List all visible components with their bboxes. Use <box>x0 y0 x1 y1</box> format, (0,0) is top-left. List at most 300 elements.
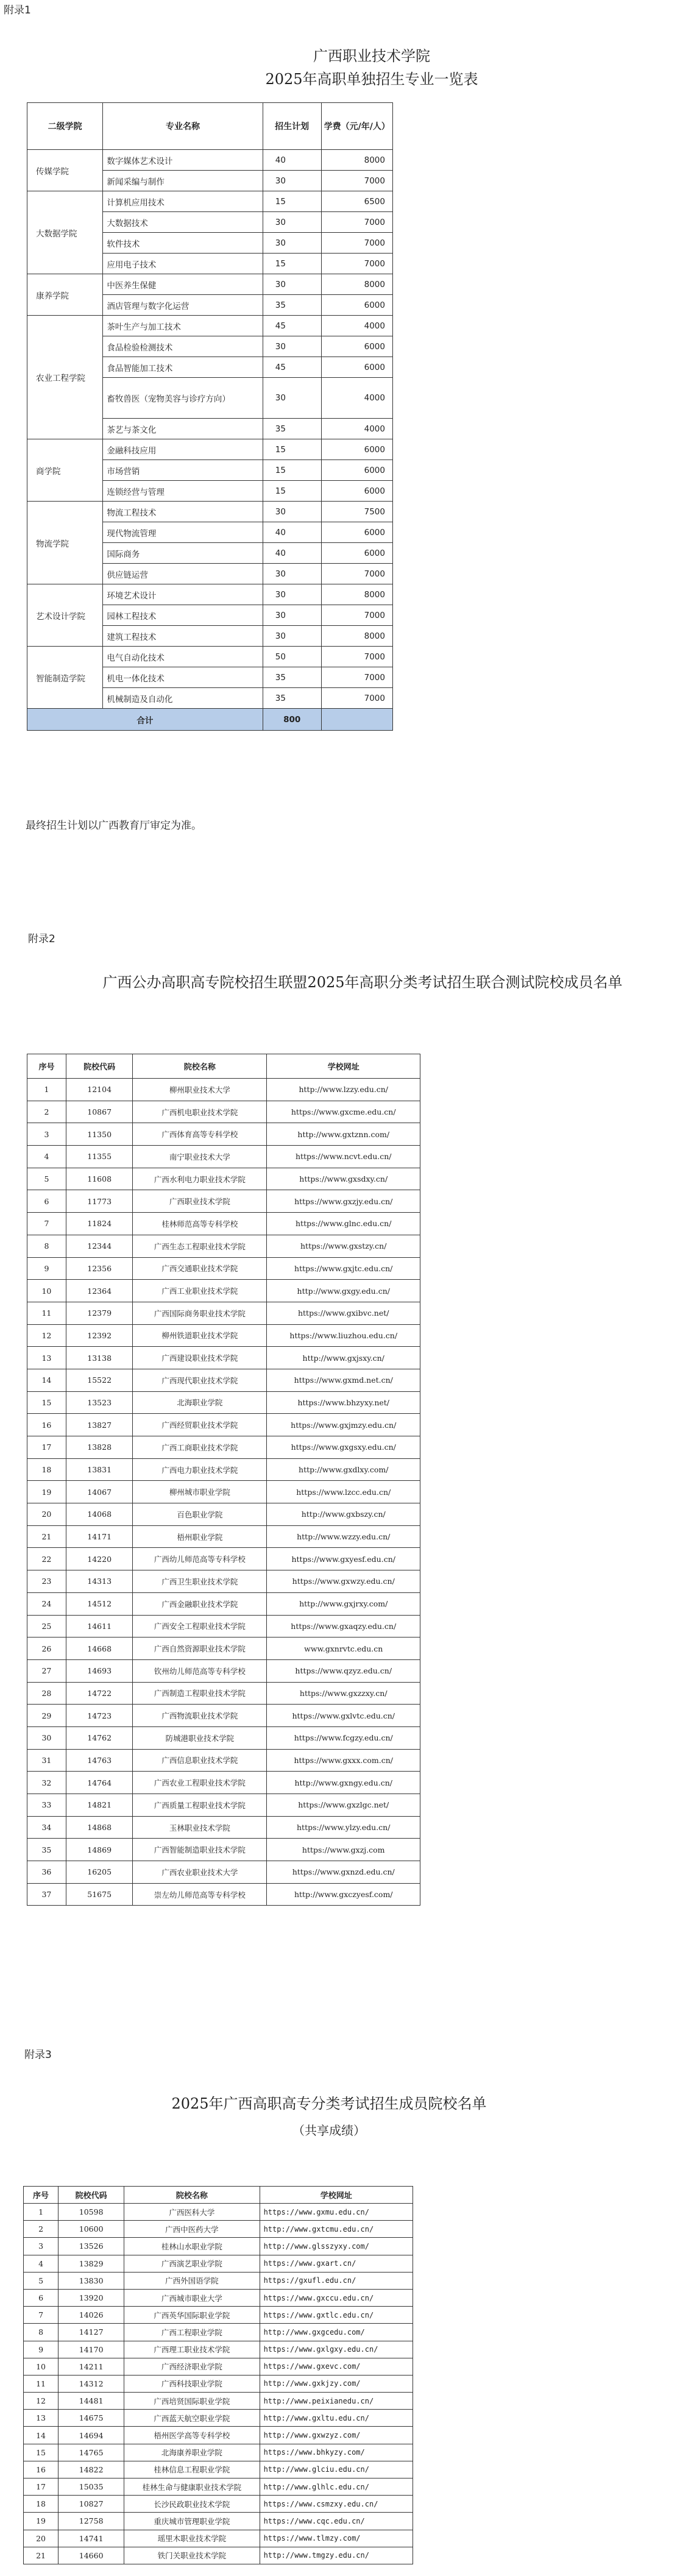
url-cell[interactable]: https://www.bhkyzy.com/ <box>260 2444 413 2461</box>
header-no: 序号 <box>24 2187 58 2204</box>
url-cell[interactable]: http://www.gxjrxy.com/ <box>267 1592 420 1615</box>
major-cell: 机电一体化技术 <box>103 667 263 688</box>
url-cell[interactable]: https://www.gxibvc.net/ <box>267 1302 420 1324</box>
plan-cell: 30 <box>263 564 321 584</box>
url-cell[interactable]: https://www.gxmu.edu.cn/ <box>260 2204 413 2221</box>
name-cell: 广西医科大学 <box>124 2204 260 2221</box>
fee-cell: 7000 <box>321 605 392 626</box>
college-cell: 农业工程学院 <box>27 316 103 439</box>
url-cell[interactable]: http://www.gxgy.edu.cn/ <box>267 1280 420 1302</box>
url-cell[interactable]: https://www.cqc.edu.cn/ <box>260 2513 413 2530</box>
table-row <box>27 1168 420 1190</box>
code-cell: 14068 <box>66 1503 133 1526</box>
url-cell[interactable]: https://www.gxyesf.edu.cn/ <box>267 1548 420 1570</box>
fee-cell: 6000 <box>321 439 392 460</box>
url-cell[interactable]: https://www.fcgzy.edu.cn/ <box>267 1726 420 1749</box>
major-cell: 茶叶生产与加工技术 <box>103 316 263 336</box>
url-cell[interactable]: http://www.gxngy.edu.cn/ <box>267 1772 420 1794</box>
plan-cell: 30 <box>263 171 321 191</box>
table-row <box>24 2547 413 2564</box>
name-cell: 广西建设职业技术学院 <box>133 1347 267 1369</box>
name-cell: 广西理工职业技术学院 <box>124 2341 260 2358</box>
url-cell[interactable]: https://www.lzcc.edu.cn/ <box>267 1481 420 1503</box>
name-cell: 广西工商职业技术学院 <box>133 1436 267 1459</box>
header-no: 序号 <box>27 1054 66 1079</box>
name-cell: 广西自然资源职业技术学院 <box>133 1637 267 1660</box>
table-row <box>27 1592 420 1615</box>
url-cell[interactable]: http://www.gxtcmu.edu.cn/ <box>260 2221 413 2238</box>
name-cell: 广西生态工程职业技术学院 <box>133 1235 267 1257</box>
code-cell: 14660 <box>58 2547 124 2564</box>
table-row <box>27 1257 420 1280</box>
code-cell: 13831 <box>66 1458 133 1481</box>
index-cell: 2 <box>24 2221 58 2238</box>
table-row <box>27 1458 420 1481</box>
code-cell: 14211 <box>58 2358 124 2375</box>
table-row <box>24 2478 413 2496</box>
majors-table-header <box>27 103 393 150</box>
plan-cell: 40 <box>263 150 321 171</box>
appendix-3-title: 2025年广西高职高专分类考试招生成员院校名单 <box>171 2095 487 2112</box>
shared-table-header <box>24 2187 413 2204</box>
fee-cell: 6000 <box>321 543 392 564</box>
url-cell[interactable]: https://gxufl.edu.cn/ <box>260 2272 413 2289</box>
name-cell: 广西交通职业技术学院 <box>133 1257 267 1280</box>
index-cell: 29 <box>27 1705 66 1727</box>
major-cell: 数字媒体艺术设计 <box>103 150 263 171</box>
header-url: 学校网址 <box>267 1054 420 1079</box>
index-cell: 26 <box>27 1637 66 1660</box>
url-cell[interactable]: https://www.gxnzd.edu.cn/ <box>267 1861 420 1884</box>
code-cell: 14722 <box>66 1682 133 1705</box>
major-cell: 机械制造及自动化 <box>103 688 263 709</box>
code-cell: 14694 <box>58 2427 124 2444</box>
index-cell: 12 <box>24 2393 58 2410</box>
name-cell: 广西科技职业学院 <box>124 2375 260 2392</box>
url-cell[interactable]: https://www.csmzxy.edu.cn/ <box>260 2496 413 2513</box>
table-row <box>24 2289 413 2306</box>
code-cell: 14611 <box>66 1615 133 1637</box>
table-row <box>24 2444 413 2461</box>
appendix-1-note: 最终招生计划以广西教育厅审定为准。 <box>26 820 202 832</box>
table-row <box>27 1213 420 1235</box>
code-cell: 14313 <box>66 1570 133 1593</box>
name-cell: 广西智能制造职业技术学院 <box>133 1839 267 1861</box>
table-row <box>24 2324 413 2341</box>
url-cell[interactable]: https://www.gxstzy.cn/ <box>267 1235 420 1257</box>
code-cell: 14067 <box>66 1481 133 1503</box>
major-cell: 计算机应用技术 <box>103 191 263 212</box>
name-cell: 广西安全工程职业技术学院 <box>133 1615 267 1637</box>
college-cell: 商学院 <box>27 439 103 502</box>
url-cell[interactable]: https://www.gxgsxy.edu.cn/ <box>267 1436 420 1459</box>
index-cell: 27 <box>27 1659 66 1682</box>
fee-cell: 7000 <box>321 564 392 584</box>
url-cell[interactable]: https://www.gxwzy.edu.cn/ <box>267 1570 420 1593</box>
index-cell: 8 <box>24 2324 58 2341</box>
table-row <box>27 1391 420 1414</box>
url-cell[interactable]: http://www.lzzy.edu.cn/ <box>267 1079 420 1101</box>
college-cell: 康养学院 <box>27 274 103 316</box>
name-cell: 广西演艺职业学院 <box>124 2255 260 2272</box>
code-cell: 14763 <box>66 1749 133 1772</box>
plan-cell: 30 <box>263 605 321 626</box>
fee-cell: 7000 <box>321 171 392 191</box>
url-cell[interactable]: https://www.glnc.edu.cn/ <box>267 1213 420 1235</box>
index-cell: 4 <box>27 1146 66 1168</box>
name-cell: 广西工程职业学院 <box>124 2324 260 2341</box>
code-cell: 14868 <box>66 1816 133 1839</box>
index-cell: 8 <box>27 1235 66 1257</box>
url-cell[interactable]: https://www.bhzyxy.net/ <box>267 1391 420 1414</box>
table-row <box>24 2513 413 2530</box>
table-row <box>27 439 393 460</box>
name-cell: 桂林山水职业学院 <box>124 2238 260 2255</box>
code-cell: 14869 <box>66 1839 133 1861</box>
name-cell: 广西国际商务职业技术学院 <box>133 1302 267 1324</box>
url-cell[interactable]: https://www.gxlvtc.edu.cn/ <box>267 1705 420 1727</box>
code-cell: 12392 <box>66 1324 133 1347</box>
url-cell[interactable]: https://www.gxart.cn/ <box>260 2255 413 2272</box>
code-cell: 10600 <box>58 2221 124 2238</box>
url-cell[interactable]: https://www.gxjtc.edu.cn/ <box>267 1257 420 1280</box>
plan-cell: 40 <box>263 522 321 543</box>
url-cell[interactable]: http://www.gxczyesf.com/ <box>267 1883 420 1906</box>
table-row <box>24 2393 413 2410</box>
fee-cell: 7000 <box>321 233 392 254</box>
plan-cell: 30 <box>263 233 321 254</box>
code-cell: 12379 <box>66 1302 133 1324</box>
code-cell: 14693 <box>66 1659 133 1682</box>
index-cell: 31 <box>27 1749 66 1772</box>
table-row <box>27 1570 420 1593</box>
table-row <box>24 2358 413 2375</box>
major-cell: 软件技术 <box>103 233 263 254</box>
code-cell: 14668 <box>66 1637 133 1660</box>
name-cell: 柳州职业技术大学 <box>133 1079 267 1101</box>
major-cell: 酒店管理与数字化运营 <box>103 295 263 316</box>
total-value: 800 <box>263 709 321 731</box>
header-code: 院校代码 <box>58 2187 124 2204</box>
name-cell: 广西经贸职业技术学院 <box>133 1414 267 1436</box>
url-cell[interactable]: https://www.gxtlc.edu.cn/ <box>260 2307 413 2324</box>
table-row <box>27 1123 420 1146</box>
code-cell: 14220 <box>66 1548 133 1570</box>
index-cell: 6 <box>27 1190 66 1213</box>
name-cell: 广西城市职业大学 <box>124 2289 260 2306</box>
major-cell: 食品智能加工技术 <box>103 357 263 378</box>
header-college: 二级学院 <box>27 103 103 150</box>
index-cell: 9 <box>27 1257 66 1280</box>
index-cell: 24 <box>27 1592 66 1615</box>
name-cell: 广西电力职业技术学院 <box>133 1458 267 1481</box>
name-cell: 广西体育高等专科学校 <box>133 1123 267 1146</box>
name-cell: 梧州医学高等专科学校 <box>124 2427 260 2444</box>
url-cell[interactable]: www.gxnrvtc.edu.cn <box>267 1637 420 1660</box>
name-cell: 广西经济职业学院 <box>124 2358 260 2375</box>
major-cell: 现代物流管理 <box>103 522 263 543</box>
major-cell: 园林工程技术 <box>103 605 263 626</box>
plan-cell: 15 <box>263 254 321 274</box>
url-cell[interactable]: https://www.gxzjy.edu.cn/ <box>267 1190 420 1213</box>
code-cell: 15035 <box>58 2478 124 2496</box>
plan-cell: 35 <box>263 667 321 688</box>
table-row <box>24 2375 413 2392</box>
index-cell: 2 <box>27 1101 66 1123</box>
table-row <box>27 1302 420 1324</box>
major-cell: 供应链运营 <box>103 564 263 584</box>
code-cell: 12104 <box>66 1079 133 1101</box>
code-cell: 14127 <box>58 2324 124 2341</box>
name-cell: 广西幼儿师范高等专科学校 <box>133 1548 267 1570</box>
major-cell: 电气自动化技术 <box>103 647 263 667</box>
url-cell[interactable]: http://www.gxkjzy.com/ <box>260 2375 413 2392</box>
url-cell[interactable]: https://www.gxxx.com.cn/ <box>267 1749 420 1772</box>
fee-cell: 6000 <box>321 295 392 316</box>
code-cell: 10598 <box>58 2204 124 2221</box>
index-cell: 28 <box>27 1682 66 1705</box>
fee-cell: 6000 <box>321 522 392 543</box>
shared-score-members-table <box>23 2186 413 2564</box>
code-cell: 14170 <box>58 2341 124 2358</box>
url-cell[interactable]: https://www.gxzj.com <box>267 1839 420 1861</box>
index-cell: 11 <box>27 1302 66 1324</box>
code-cell: 11350 <box>66 1123 133 1146</box>
fee-cell: 6500 <box>321 191 392 212</box>
code-cell: 12344 <box>66 1235 133 1257</box>
name-cell: 北海康养职业学院 <box>124 2444 260 2461</box>
table-row <box>24 2496 413 2513</box>
fee-cell: 8000 <box>321 584 392 605</box>
alliance-table-body <box>27 1079 420 1906</box>
major-cell: 金融科技应用 <box>103 439 263 460</box>
plan-cell: 30 <box>263 378 321 419</box>
name-cell: 广西外国语学院 <box>124 2272 260 2289</box>
table-row <box>27 1235 420 1257</box>
plan-cell: 15 <box>263 191 321 212</box>
code-cell: 10827 <box>58 2496 124 2513</box>
name-cell: 广西制造工程职业技术学院 <box>133 1682 267 1705</box>
table-row <box>27 316 393 336</box>
index-cell: 33 <box>27 1794 66 1817</box>
code-cell: 13830 <box>58 2272 124 2289</box>
url-cell[interactable]: http://www.gxltu.edu.cn/ <box>260 2410 413 2427</box>
name-cell: 桂林生命与健康职业技术学院 <box>124 2478 260 2496</box>
url-cell[interactable]: https://www.liuzhou.edu.cn/ <box>267 1324 420 1347</box>
index-cell: 12 <box>27 1324 66 1347</box>
table-row <box>27 584 393 605</box>
fee-cell: 4000 <box>321 419 392 439</box>
index-cell: 3 <box>27 1123 66 1146</box>
name-cell: 梧州职业学院 <box>133 1525 267 1548</box>
url-cell[interactable]: https://www.gxccu.edu.cn/ <box>260 2289 413 2306</box>
table-row <box>27 647 393 667</box>
name-cell: 南宁职业技术大学 <box>133 1146 267 1168</box>
fee-cell: 4000 <box>321 316 392 336</box>
name-cell: 瑶里木职业技术学院 <box>124 2530 260 2547</box>
url-cell[interactable]: http://www.gxtznn.com/ <box>267 1123 420 1146</box>
url-cell[interactable]: https://www.gxmd.net.cn/ <box>267 1369 420 1391</box>
plan-cell: 40 <box>263 543 321 564</box>
fee-cell: 7000 <box>321 212 392 233</box>
url-cell[interactable]: http://www.gxjsxy.cn/ <box>267 1347 420 1369</box>
plan-cell: 30 <box>263 212 321 233</box>
index-cell: 21 <box>24 2547 58 2564</box>
url-cell[interactable]: https://www.tlmzy.com/ <box>260 2530 413 2547</box>
table-row <box>24 2238 413 2255</box>
name-cell: 崇左幼儿师范高等专科学校 <box>133 1883 267 1906</box>
table-row <box>24 2530 413 2547</box>
name-cell: 广西金融职业技术学院 <box>133 1592 267 1615</box>
fee-cell: 7000 <box>321 647 392 667</box>
code-cell: 13523 <box>66 1391 133 1414</box>
name-cell: 广西农业工程职业技术学院 <box>133 1772 267 1794</box>
index-cell: 7 <box>24 2307 58 2324</box>
major-cell: 国际商务 <box>103 543 263 564</box>
header-url: 学校网址 <box>260 2187 413 2204</box>
name-cell: 广西质量工程职业技术学院 <box>133 1794 267 1817</box>
url-cell[interactable]: https://www.gxaqzy.edu.cn/ <box>267 1615 420 1637</box>
table-row <box>24 2461 413 2478</box>
table-row <box>27 274 393 295</box>
appendix-1-title-line1: 广西职业技术学院 <box>313 48 430 65</box>
index-cell: 34 <box>27 1816 66 1839</box>
plan-cell: 30 <box>263 584 321 605</box>
major-cell: 建筑工程技术 <box>103 626 263 647</box>
index-cell: 35 <box>27 1839 66 1861</box>
url-cell[interactable]: http://www.peixianedu.cn/ <box>260 2393 413 2410</box>
name-cell: 广西机电职业技术学院 <box>133 1101 267 1123</box>
college-cell: 物流学院 <box>27 502 103 584</box>
code-cell: 11608 <box>66 1168 133 1190</box>
url-cell[interactable]: https://www.ncvt.edu.cn/ <box>267 1146 420 1168</box>
url-cell[interactable]: http://www.glhlc.edu.cn/ <box>260 2478 413 2496</box>
url-cell[interactable]: http://www.gxwzyz.com/ <box>260 2427 413 2444</box>
index-cell: 17 <box>27 1436 66 1459</box>
url-cell[interactable]: https://www.gxcme.edu.cn/ <box>267 1101 420 1123</box>
code-cell: 14171 <box>66 1525 133 1548</box>
table-row <box>24 2272 413 2289</box>
table-row <box>27 1772 420 1794</box>
table-row <box>27 1324 420 1347</box>
index-cell: 20 <box>24 2530 58 2547</box>
code-cell: 14762 <box>66 1726 133 1749</box>
plan-cell: 30 <box>263 274 321 295</box>
url-cell[interactable]: http://www.gxgcedu.com/ <box>260 2324 413 2341</box>
table-row <box>27 1861 420 1884</box>
index-cell: 7 <box>27 1213 66 1235</box>
code-cell: 14512 <box>66 1592 133 1615</box>
url-cell[interactable]: http://www.tmgzy.edu.cn/ <box>260 2547 413 2564</box>
name-cell: 广西培贤国际职业学院 <box>124 2393 260 2410</box>
url-cell[interactable]: http://www.glciu.edu.cn/ <box>260 2461 413 2478</box>
majors-table-body <box>27 150 393 731</box>
name-cell: 广西现代职业技术学院 <box>133 1369 267 1391</box>
url-cell[interactable]: https://www.qzyz.edu.cn/ <box>267 1659 420 1682</box>
name-cell: 桂林师范高等专科学校 <box>133 1213 267 1235</box>
code-cell: 13920 <box>58 2289 124 2306</box>
fee-cell: 8000 <box>321 626 392 647</box>
index-cell: 18 <box>24 2496 58 2513</box>
index-cell: 11 <box>24 2375 58 2392</box>
code-cell: 14765 <box>58 2444 124 2461</box>
code-cell: 11773 <box>66 1190 133 1213</box>
table-row <box>27 502 393 522</box>
plan-cell: 35 <box>263 419 321 439</box>
total-row <box>27 709 393 731</box>
table-row <box>27 1726 420 1749</box>
table-row <box>27 1816 420 1839</box>
table-row <box>27 1280 420 1302</box>
index-cell: 15 <box>27 1391 66 1414</box>
url-cell[interactable]: https://www.gxzlgc.net/ <box>267 1794 420 1817</box>
name-cell: 广西物流职业技术学院 <box>133 1705 267 1727</box>
name-cell: 北海职业学院 <box>133 1391 267 1414</box>
url-cell[interactable]: https://www.ylzy.edu.cn/ <box>267 1816 420 1839</box>
table-row <box>24 2204 413 2221</box>
url-cell[interactable]: https://www.gxevc.com/ <box>260 2358 413 2375</box>
url-cell[interactable]: http://www.wzzy.edu.cn/ <box>267 1525 420 1548</box>
header-code: 院校代码 <box>66 1054 133 1079</box>
index-cell: 13 <box>24 2410 58 2427</box>
table-row <box>24 2410 413 2427</box>
index-cell: 3 <box>24 2238 58 2255</box>
plan-cell: 15 <box>263 481 321 502</box>
name-cell: 广西水利电力职业技术学院 <box>133 1168 267 1190</box>
major-cell: 大数据技术 <box>103 212 263 233</box>
index-cell: 19 <box>24 2513 58 2530</box>
table-row <box>27 1705 420 1727</box>
code-cell: 14312 <box>58 2375 124 2392</box>
name-cell: 广西英华国际职业学院 <box>124 2307 260 2324</box>
name-cell: 柳州城市职业学院 <box>133 1481 267 1503</box>
appendix-1-label: 附录1 <box>4 4 31 16</box>
plan-cell: 30 <box>263 626 321 647</box>
code-cell: 14481 <box>58 2393 124 2410</box>
table-row <box>27 1637 420 1660</box>
college-cell: 智能制造学院 <box>27 647 103 709</box>
index-cell: 22 <box>27 1548 66 1570</box>
url-cell[interactable]: https://www.gxlgxy.edu.cn/ <box>260 2341 413 2358</box>
index-cell: 20 <box>27 1503 66 1526</box>
url-cell[interactable]: http://www.gxdlxy.com/ <box>267 1458 420 1481</box>
fee-cell: 4000 <box>321 378 392 419</box>
url-cell[interactable]: http://www.gxbszy.cn/ <box>267 1503 420 1526</box>
college-cell: 大数据学院 <box>27 191 103 274</box>
table-row <box>27 1839 420 1861</box>
header-plan: 招生计划 <box>263 103 321 150</box>
major-cell: 环境艺术设计 <box>103 584 263 605</box>
index-cell: 14 <box>27 1369 66 1391</box>
url-cell[interactable]: http://www.glsszyxy.com/ <box>260 2238 413 2255</box>
index-cell: 13 <box>27 1347 66 1369</box>
table-row <box>27 1369 420 1391</box>
url-cell[interactable]: https://www.gxsdxy.cn/ <box>267 1168 420 1190</box>
code-cell: 13526 <box>58 2238 124 2255</box>
table-row <box>27 1548 420 1570</box>
alliance-table-header <box>27 1054 420 1079</box>
url-cell[interactable]: https://www.gxzzxy.cn/ <box>267 1682 420 1705</box>
major-cell: 中医养生保健 <box>103 274 263 295</box>
name-cell: 铁门关职业技术学院 <box>124 2547 260 2564</box>
url-cell[interactable]: https://www.gxjmzy.edu.cn/ <box>267 1414 420 1436</box>
code-cell: 14741 <box>58 2530 124 2547</box>
major-cell: 新闻采编与制作 <box>103 171 263 191</box>
major-cell: 食品检验检测技术 <box>103 336 263 357</box>
name-cell: 广西农业职业技术大学 <box>133 1861 267 1884</box>
code-cell: 11824 <box>66 1213 133 1235</box>
code-cell: 14675 <box>58 2410 124 2427</box>
